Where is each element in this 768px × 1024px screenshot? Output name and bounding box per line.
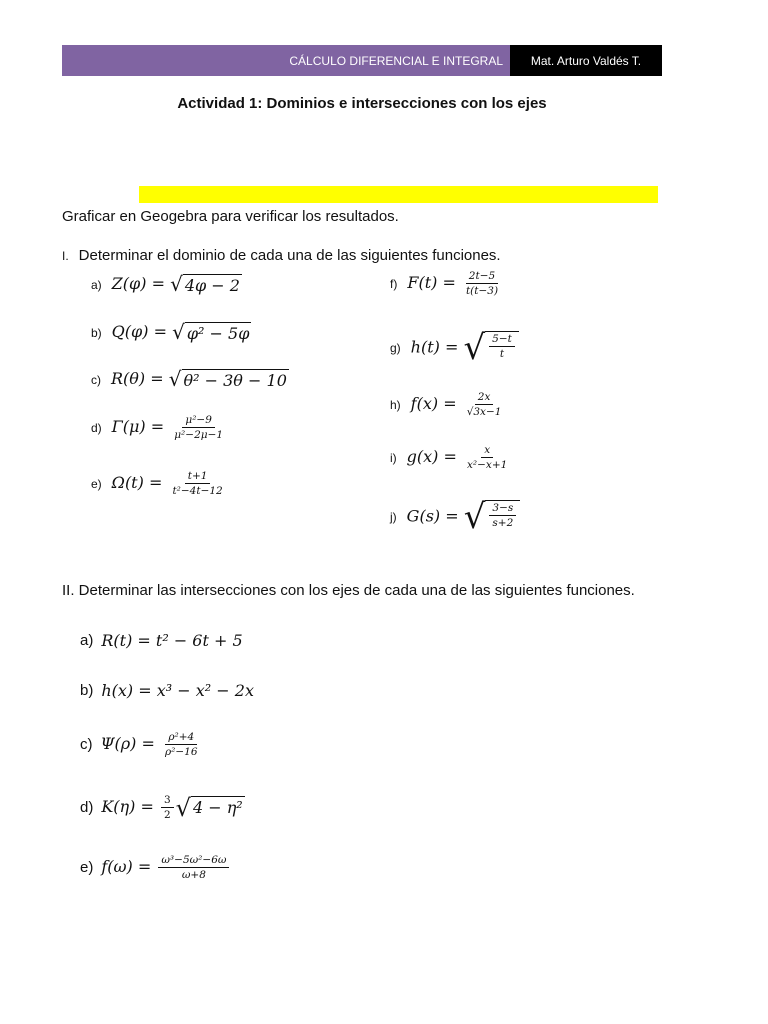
domain-item-d: d) Γ(μ) = $\frac{\text{μ²−9}}{\text{μ²−2μ−1}}$ (91, 414, 224, 441)
domain-item-a: a) Z(φ) = √ 4φ − 2 (91, 272, 240, 296)
intersection-item-a: a) R(t) = t² − 6t + 5 (80, 631, 243, 650)
author-name: Mat. Arturo Valdés T. (510, 45, 662, 76)
domain-item-g: g) h(t) = √ $\frac{5-t}{t}$ (390, 331, 519, 365)
domain-item-b: b) Q(φ) = √ φ² − 5φ (91, 320, 250, 344)
intersection-item-e: e) f(ω) = $\frac{\text{ω³−5ω²−6ω}}{\omega+8}$ (80, 854, 231, 881)
yellow-highlight-bar (139, 186, 658, 203)
course-title: CÁLCULO DIFERENCIAL E INTEGRAL (62, 45, 510, 76)
section2-heading: II. Determinar las intersecciones con los ejes de cada una de las siguientes funciones. (62, 582, 635, 599)
intersection-item-c: c) Ψ(ρ) = $\frac{\text{ρ²+4}}{\text{ρ²−16}}$ (80, 731, 198, 758)
section1-heading: I. Determinar el dominio de cada una de las siguientes funciones. (62, 247, 501, 264)
intersection-item-b: b) h(x) = x³ − x² − 2x (80, 681, 254, 700)
domain-item-c: c) R(θ) = √ θ² − 3θ − 10 (91, 367, 287, 391)
domain-item-e: e) Ω(t) = $\frac{t+1}{\text{t²−4t−12}}$ (91, 470, 223, 497)
domain-item-j: j) G(s) = √ $\frac{3-s}{s+2}$ (390, 500, 520, 534)
domain-item-i: i) g(x) = $\frac{x}{\text{x²−x+1}}$ (390, 444, 508, 471)
document-header (62, 45, 662, 76)
domain-item-f: f) F(t) = $\frac{2t-5}{t(t-3)}$ (390, 270, 499, 297)
intersection-item-d: d) K(η) = $\frac{3}{2}$ √ 4 − η² (80, 793, 243, 822)
activity-title: Actividad 1: Dominios e intersecciones con los ejes (177, 95, 547, 112)
instruction-text: Graficar en Geogebra para verificar los resultados. (62, 208, 399, 225)
domain-item-h: h) f(x) = $\frac{2x}{√3x-1}$ (390, 391, 502, 418)
